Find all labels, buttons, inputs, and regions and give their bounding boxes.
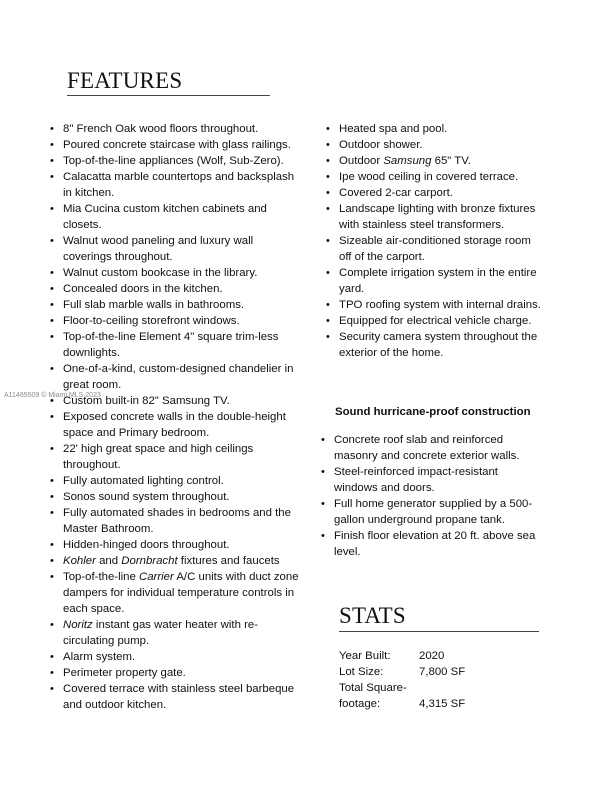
list-item: • Calacatta marble countertops and backsplash in kitchen. (63, 169, 305, 201)
list-item: • Top-of-the-line appliances (Wolf, Sub-Zero). (63, 153, 305, 169)
list-item: • Top-of-the-line Element 4" square trim-less downlights. (63, 329, 305, 361)
list-item: • Exposed concrete walls in the double-height space and Primary bedroom. (63, 409, 305, 441)
list-item: • Custom built-in 82" Samsung TV. (63, 393, 305, 409)
hurricane-heading: Sound hurricane-proof construction (335, 406, 531, 418)
list-item: • Finish floor elevation at 20 ft. above sea level. (334, 528, 544, 560)
stats-table (339, 648, 539, 712)
list-item: • One-of-a-kind, custom-designed chandelier in great room. (63, 361, 305, 393)
list-item: • Equipped for electrical vehicle charge. (339, 313, 544, 329)
features-list-right (339, 121, 544, 361)
list-item: • Sizeable air-conditioned storage room off of the carport. (339, 233, 544, 265)
list-item: • Full slab marble walls in bathrooms. (63, 297, 305, 313)
features-list-left (63, 121, 305, 713)
list-item: • Fully automated shades in bedrooms and the Master Bathroom. (63, 505, 305, 537)
features-heading: FEATURES (67, 68, 183, 93)
list-item: • Kohler and Dornbracht fixtures and faucets (63, 553, 305, 569)
list-item: • Security camera system throughout the exterior of the home. (339, 329, 544, 361)
list-item: • Steel-reinforced impact-resistant windows and doors. (334, 464, 544, 496)
list-item: • 22' high great space and high ceilings throughout. (63, 441, 305, 473)
list-item: • Walnut custom bookcase in the library. (63, 265, 305, 281)
hurricane-list (334, 432, 544, 560)
table-row (339, 664, 539, 680)
list-item: • Concrete roof slab and reinforced masonry and concrete exterior walls. (334, 432, 544, 464)
list-item: • Heated spa and pool. (339, 121, 544, 137)
list-item: • Floor-to-ceiling storefront windows. (63, 313, 305, 329)
list-item: • Outdoor Samsung 65" TV. (339, 153, 544, 169)
stat-value: 7,800 SF (419, 666, 466, 678)
stat-value: 4,315 SF (419, 698, 466, 710)
list-item: • Full home generator supplied by a 500-gallon underground propane tank. (334, 496, 544, 528)
list-item: • 8" French Oak wood floors throughout. (63, 121, 305, 137)
list-item: • Walnut wood paneling and luxury wall coverings throughout. (63, 233, 305, 265)
list-item: • Fully automated lighting control. (63, 473, 305, 489)
table-row (339, 680, 539, 712)
stat-label: Total Square-footage: (339, 682, 407, 710)
list-item: • Ipe wood ceiling in covered terrace. (339, 169, 544, 185)
stat-label: Year Built: (339, 650, 391, 662)
list-item: • Noritz instant gas water heater with re-circulating pump. (63, 617, 305, 649)
list-item: • Outdoor shower. (339, 137, 544, 153)
features-heading-rule (67, 95, 270, 96)
list-item: • Mia Cucina custom kitchen cabinets and closets. (63, 201, 305, 233)
list-item: • Landscape lighting with bronze fixtures with stainless steel transformers. (339, 201, 544, 233)
list-item: • Covered 2-car carport. (339, 185, 544, 201)
stat-label: Lot Size: (339, 666, 384, 678)
stat-value: 2020 (419, 650, 445, 662)
list-item: • Hidden-hinged doors throughout. (63, 537, 305, 553)
list-item: • TPO roofing system with internal drains. (339, 297, 544, 313)
list-item: • Sonos sound system throughout. (63, 489, 305, 505)
list-item: • Poured concrete staircase with glass railings. (63, 137, 305, 153)
list-item: • Perimeter property gate. (63, 665, 305, 681)
list-item: • Covered terrace with stainless steel barbeque and outdoor kitchen. (63, 681, 305, 713)
stats-heading: STATS (339, 603, 406, 628)
list-item: • Concealed doors in the kitchen. (63, 281, 305, 297)
stats-heading-rule (339, 631, 539, 632)
list-item: • Top-of-the-line Carrier A/C units with duct zone dampers for individual temperature controls in each space. (63, 569, 305, 617)
table-row (339, 648, 539, 664)
list-item: • Alarm system. (63, 649, 305, 665)
mls-watermark: A11465509 © Miami MLS 2023 (4, 392, 101, 399)
list-item: • Complete irrigation system in the entire yard. (339, 265, 544, 297)
